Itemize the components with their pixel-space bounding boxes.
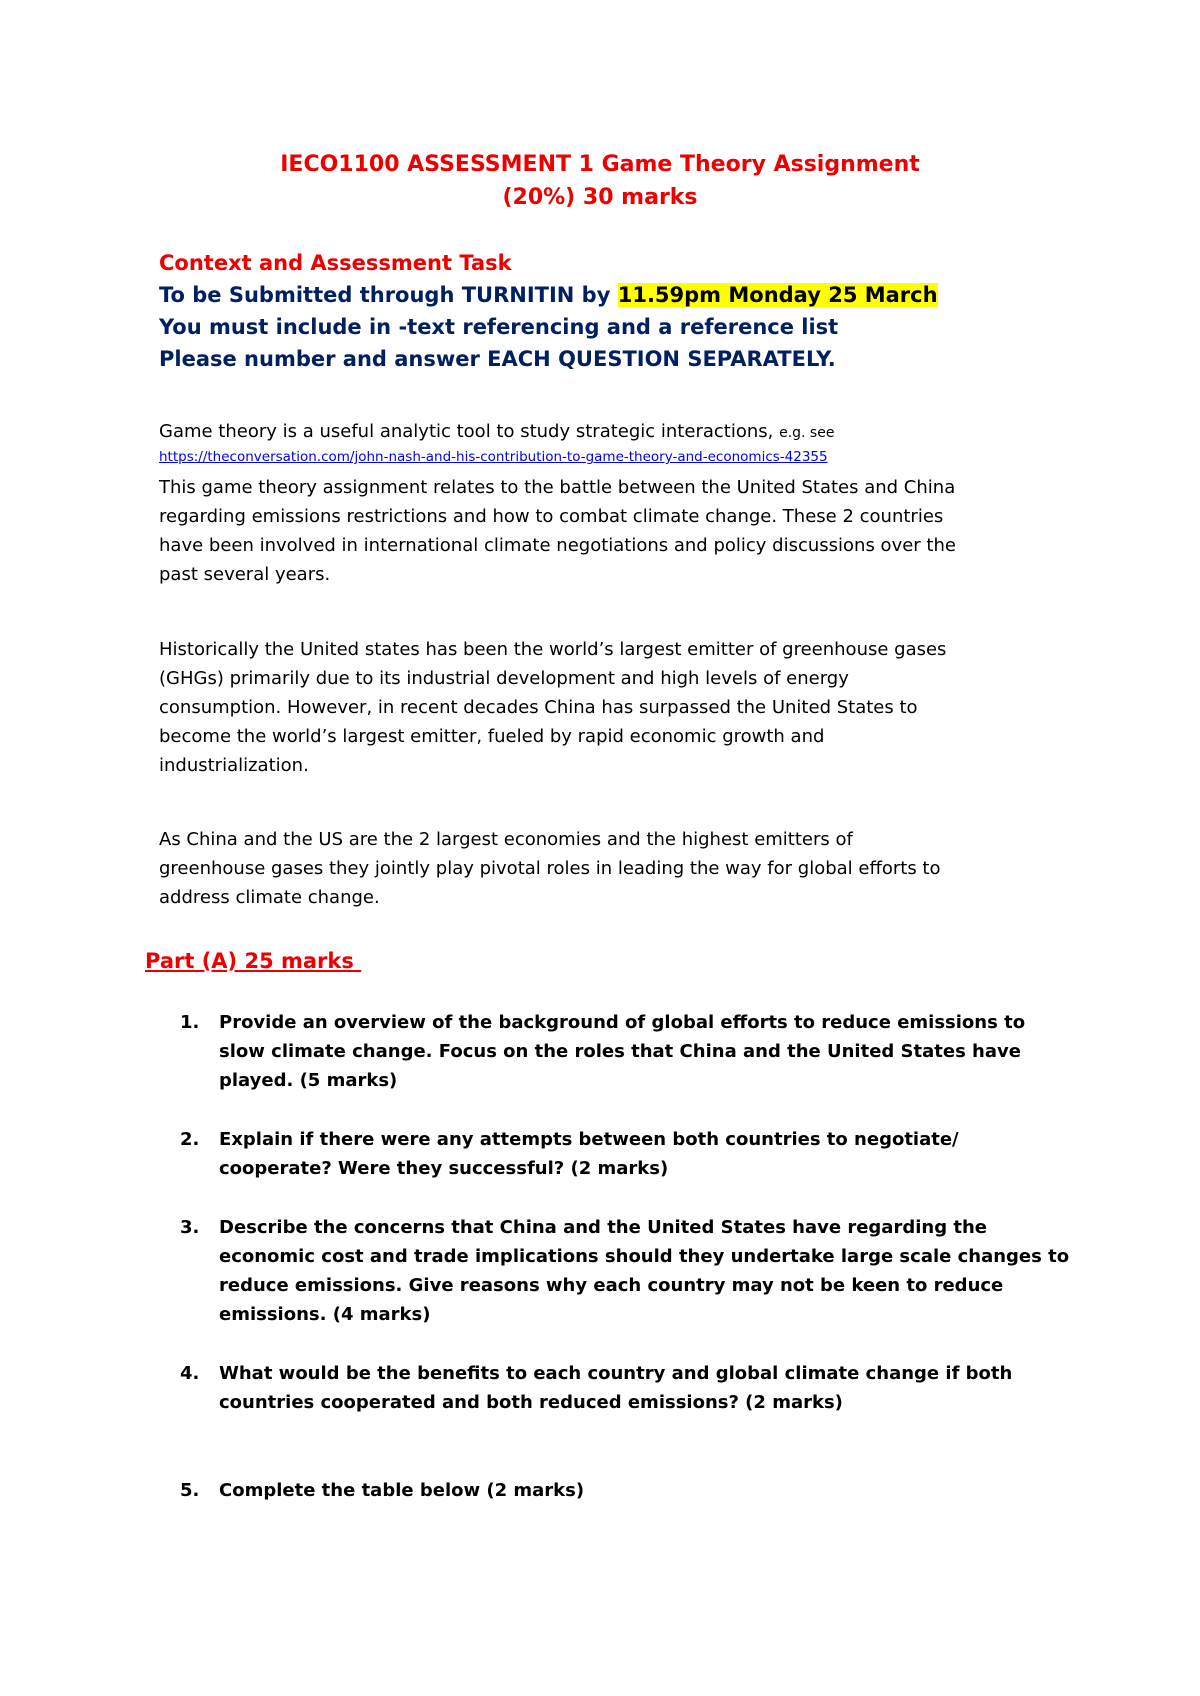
question-number: 2. <box>180 1129 200 1150</box>
paragraph-line: regarding emissions restrictions and how to combat climate change. These 2 countries <box>159 506 944 527</box>
question-line: reduce emissions. Give reasons why each country may not be keen to reduce <box>219 1275 1004 1296</box>
question-text <box>219 1359 1099 1417</box>
submission-line <box>159 279 1119 311</box>
question-line: Explain if there were any attempts between both countries to negotiate/ <box>219 1129 959 1150</box>
submission-prefix: To be Submitted through TURNITIN by <box>159 283 618 307</box>
intro-block <box>159 418 1059 472</box>
paragraph-line: Historically the United states has been the world’s largest emitter of greenhouse gases <box>159 639 947 660</box>
question-line: Describe the concerns that China and the United States have regarding the <box>219 1217 987 1238</box>
paragraph-line: greenhouse gases they jointly play pivotal roles in leading the way for global efforts to <box>159 858 941 879</box>
paragraph-line: have been involved in international climate negotiations and policy discussions over the <box>159 535 956 556</box>
title-line-2: (20%) 30 marks <box>502 185 698 210</box>
part-a-heading: Part (A) 25 marks <box>145 949 362 973</box>
paragraph-line: This game theory assignment relates to the battle between the United States and China <box>159 477 956 498</box>
submission-deadline: 11.59pm Monday 25 March <box>617 283 938 307</box>
question-number: 3. <box>180 1217 200 1238</box>
paragraph-roles <box>159 825 1059 912</box>
title-line-1: IECO1100 ASSESSMENT 1 Game Theory Assignment <box>280 152 920 177</box>
question-line: Complete the table below (2 marks) <box>219 1480 585 1501</box>
question-text <box>219 1125 1099 1183</box>
question-line: countries cooperated and both reduced emissions? (2 marks) <box>219 1392 843 1413</box>
question-number: 1. <box>180 1012 200 1033</box>
paragraph-line: past several years. <box>159 564 331 585</box>
question-line: cooperate? Were they successful? (2 marks) <box>219 1158 669 1179</box>
paragraph-history <box>159 635 1059 780</box>
paragraph-line: As China and the US are the 2 largest economies and the highest emitters of <box>159 829 853 850</box>
intro-text: Game theory is a useful analytic tool to study strategic interactions, <box>159 421 780 442</box>
question-line: economic cost and trade implications should they undertake large scale changes to <box>219 1246 1070 1267</box>
question-line: played. (5 marks) <box>219 1070 398 1091</box>
referencing-instruction: You must include in -text referencing and a reference list <box>159 315 839 339</box>
paragraph-context <box>159 473 1059 589</box>
question-text <box>219 1008 1099 1095</box>
context-block <box>159 247 1119 375</box>
assignment-title <box>0 148 1200 214</box>
numbering-instruction: Please number and answer EACH QUESTION SEPARATELY. <box>159 347 836 371</box>
paragraph-line: (GHGs) primarily due to its industrial development and high levels of energy <box>159 668 849 689</box>
question-line: slow climate change. Focus on the roles that China and the United States have <box>219 1041 1021 1062</box>
paragraph-line: address climate change. <box>159 887 380 908</box>
question-number: 5. <box>180 1480 200 1501</box>
paragraph-line: consumption. However, in recent decades China has surpassed the United States to <box>159 697 918 718</box>
intro-eg: e.g. see <box>779 425 835 441</box>
question-line: What would be the benefits to each country and global climate change if both <box>219 1363 1013 1384</box>
question-text <box>219 1476 1099 1505</box>
question-number: 4. <box>180 1363 200 1384</box>
paragraph-line: industrialization. <box>159 755 309 776</box>
conversation-article-link[interactable]: https://theconversation.com/john-nash-and-his-contribution-to-game-theory-and-economics-42355 <box>159 449 828 465</box>
question-text <box>219 1213 1099 1329</box>
paragraph-line: become the world’s largest emitter, fueled by rapid economic growth and <box>159 726 825 747</box>
question-line: Provide an overview of the background of global efforts to reduce emissions to <box>219 1012 1026 1033</box>
question-line: emissions. (4 marks) <box>219 1304 431 1325</box>
context-heading: Context and Assessment Task <box>159 251 512 275</box>
